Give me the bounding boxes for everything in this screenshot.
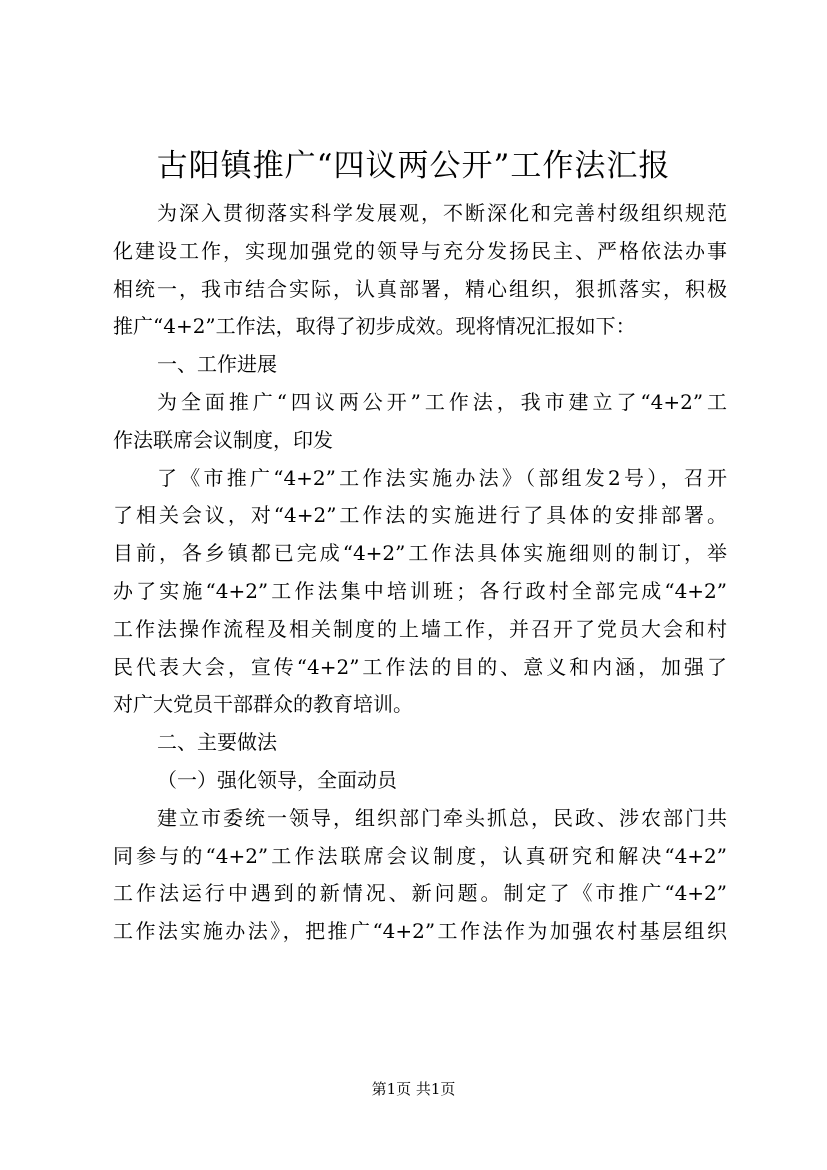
paragraph-line: 了《市推广“4+2”工作法实施办法》（部组发2号），召开 xyxy=(157,465,727,490)
paragraph-line: 建立市委统一领导，组织部门牵头抓总，民政、涉农部门共 xyxy=(157,805,727,830)
subsection-heading: （一）强化领导，全面动员 xyxy=(157,767,397,792)
paragraph-line: 为全面推广“四议两公开”工作法，我市建立了“4+2”工 xyxy=(157,389,727,414)
paragraph-line: 化建设工作，实现加强党的领导与充分发扬民主、严格依法办事 xyxy=(113,238,727,263)
paragraph-line: 工作法操作流程及相关制度的上墙工作，并召开了党员大会和村 xyxy=(113,616,727,641)
section-heading: 二、主要做法 xyxy=(157,730,277,755)
paragraph-line: 办了实施“4+2”工作法集中培训班；各行政村全部完成“4+2” xyxy=(113,578,727,603)
paragraph-line: 对广大党员干部群众的教育培训。 xyxy=(113,692,413,717)
paragraph-line: 作法联席会议制度，印发 xyxy=(113,427,333,452)
paragraph-line: 工作法实施办法》，把推广“4+2”工作法作为加强农村基层组织 xyxy=(113,919,727,944)
document-body xyxy=(113,195,727,951)
paragraph-line: 民代表大会，宣传“4+2”工作法的目的、意义和内涵，加强了 xyxy=(113,654,727,679)
page-number-footer: 第1页 共1页 xyxy=(371,1080,456,1098)
paragraph-line: 工作法运行中遇到的新情况、新问题。制定了《市推广“4+2” xyxy=(113,881,727,906)
paragraph-line: 推广“4+2”工作法，取得了初步成效。现将情况汇报如下： xyxy=(113,314,636,339)
paragraph-line: 相统一，我市结合实际，认真部署，精心组织，狠抓落实，积极 xyxy=(113,276,727,301)
paragraph-line: 目前，各乡镇都已完成“4+2”工作法具体实施细则的制订，举 xyxy=(113,541,727,566)
page-title: 古阳镇推广“四议两公开”工作法汇报 xyxy=(156,148,671,184)
paragraph-line: 同参与的“4+2”工作法联席会议制度，认真研究和解决“4+2” xyxy=(113,843,727,868)
paragraph-line: 为深入贯彻落实科学发展观，不断深化和完善村级组织规范 xyxy=(157,201,727,225)
section-heading: 一、工作进展 xyxy=(157,352,277,377)
paragraph-line: 了相关会议，对“4+2”工作法的实施进行了具体的安排部署。 xyxy=(113,503,727,528)
